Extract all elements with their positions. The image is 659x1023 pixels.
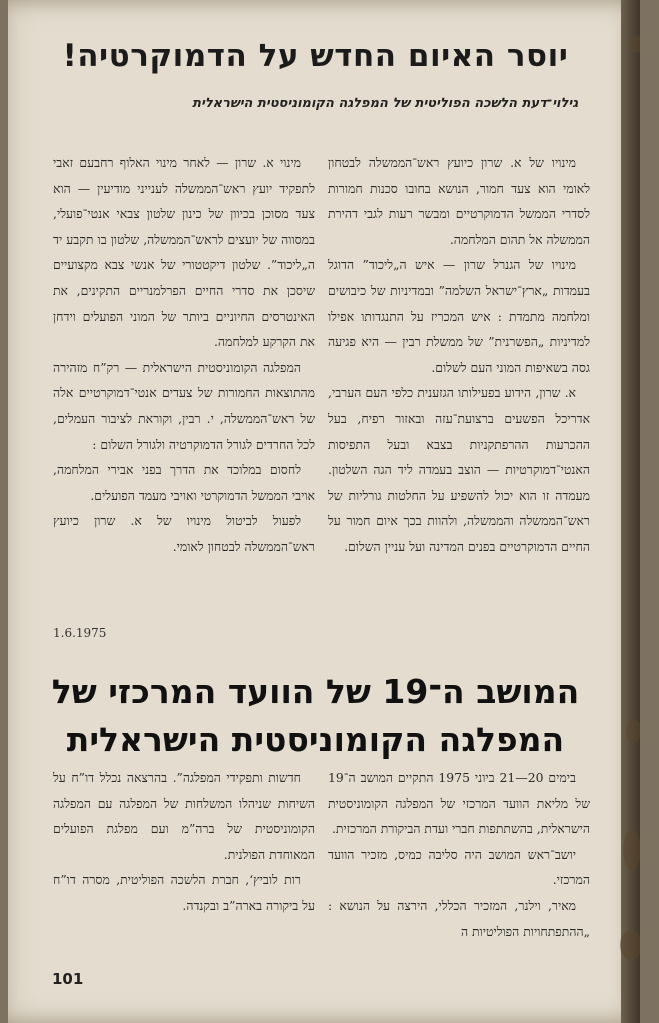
paragraph: חדשות ותפקידי המפלגה”. בהרצאה נכלל דו”ח על השיחות שניהלו המשלחות של המפלגה עם המפלגה הקומוניסטית של ברה”מ ועם מפלגת הפועלים המאוחדת הפולנית. <box>53 770 315 862</box>
article1-headline: יוסר האיום החדש על הדמוקרטיה! <box>62 38 569 74</box>
article2-right-column <box>328 765 590 944</box>
paragraph: מינויו של א. שרון כיועץ ראש־הממשלה לבטחון לאומי הוא צעד חמור, הנושא בחובו סכנות חמורות לסדרי הממשל הדמוקרטיים ומבשר רעות לגבי דהירת הממשלה אל תהום המלחמה. <box>328 155 590 247</box>
article2-left-column <box>53 765 315 919</box>
page-number: 101 <box>52 970 84 988</box>
article1-left-column <box>53 150 315 560</box>
paragraph: רות לוביץ‘, חברת הלשכה הפוליטית, מסרה דו”ח על ביקורה בארה”ב ובקנדה. <box>53 872 315 913</box>
paragraph: א. שרון, הידוע בפעילותו הגזענית כלפי העם הערבי, אדריכל הפשעים ברצועת־עזה ובאזור רפיח, בעל ההכרעות ההרפתקניות בצבא ובעל התפיסות האנטי־דמוקרטיות — הוצב בעמדה ליד הגה השלטון. מעמדה זו הוא יכול להשפיע על החלטות גורליות של ראש־הממשלה והממשלה, ולהוות בכך איום חמור על החיים הדמוקרטיים בפנים המדינה ועל עניין השלום. <box>328 385 590 554</box>
paragraph: בימים 20—21 ביוני 1975 התקיים המושב ה־19 של מליאת הוועד המרכזי של המפלגה הקומוניסטית הישראלית, בהשתתפות חברי ועדת הביקורת המרכזית. <box>328 770 590 837</box>
paper-stain <box>626 720 640 742</box>
paragraph: לפעול לביטול מינויו של א. שרון כיועץ ראש־הממשלה לבטחון לאומי. <box>53 513 315 554</box>
article1-subheadline: גילוי־דעת הלשכה הפוליטית של המפלגה הקומוניסטית הישראלית <box>192 96 578 111</box>
paper-stain <box>623 830 640 870</box>
magazine-page <box>8 0 640 1023</box>
paragraph: מאיר, וילנר, המזכיר הכללי, הירצה על הנושא : „ההתפתחויות הפוליטיות ה <box>328 897 590 939</box>
paragraph: המפלגה הקומוניסטית הישראלית — רק”ח מזהירה מהתוצאות החמורות של צעדים אנטי־דמוקרטיים אלה של ראש־הממשלה, י. רבין, וקוראת לציבור העמלים, לכל החרדים לגורל הדמוקרטיה ולגורל השלום : <box>53 359 315 452</box>
paper-stain <box>630 35 640 53</box>
paper-stain <box>620 930 640 960</box>
paragraph: יושב־ראש המושב היה סליבה כמיס, מזכיר הוועד המרכזי. <box>328 846 590 888</box>
article1-right-column <box>328 150 590 560</box>
article2-headline: המושב ה־19 של הוועד המרכזי של המפלגה הקומוניסטית הישראלית <box>51 672 580 759</box>
paragraph: מינוי א. שרון — לאחר מינוי האלוף רחבעם זאבי לתפקיד יועץ ראש־הממשלה לענייני מודיעין — הוא צעד מסוכן בכיוון של כינון שלטון צבאי אנטי־פועלי, במסווה של יועצים לראש־הממשלה, שלטון בו תקבע יד ה„ליכוד”. שלטון דיקטטורי של אנשי צבא מקצועיים שיסכן את סדרי החיים הפרלמנריים התקינים, את האינטרסים החיוניים ביותר של המוני הפועלים וידחן את הקרקע למלחמה. <box>53 155 315 350</box>
article1-date: 1.6.1975 <box>53 626 107 640</box>
paragraph: לחסום במלוכד את הדרך בפני אבירי המלחמה, אויבי הממשל הדמוקרטי ואויבי מעמד הפועלים. <box>53 462 315 503</box>
paragraph: מינויו של הגנרל שרון — איש ה„ליכוד” הדוגל בעמדות „ארץ־ישראל השלמה” ובמדיניות של כיבושים ומלחמה מתמדת : איש המכריז על התנגדותו אפילו למדיניות „הפשרנית” של ממשלת רבין — היא פגיעה גסה בשאיפות המוני העם לשלום. <box>328 257 590 375</box>
